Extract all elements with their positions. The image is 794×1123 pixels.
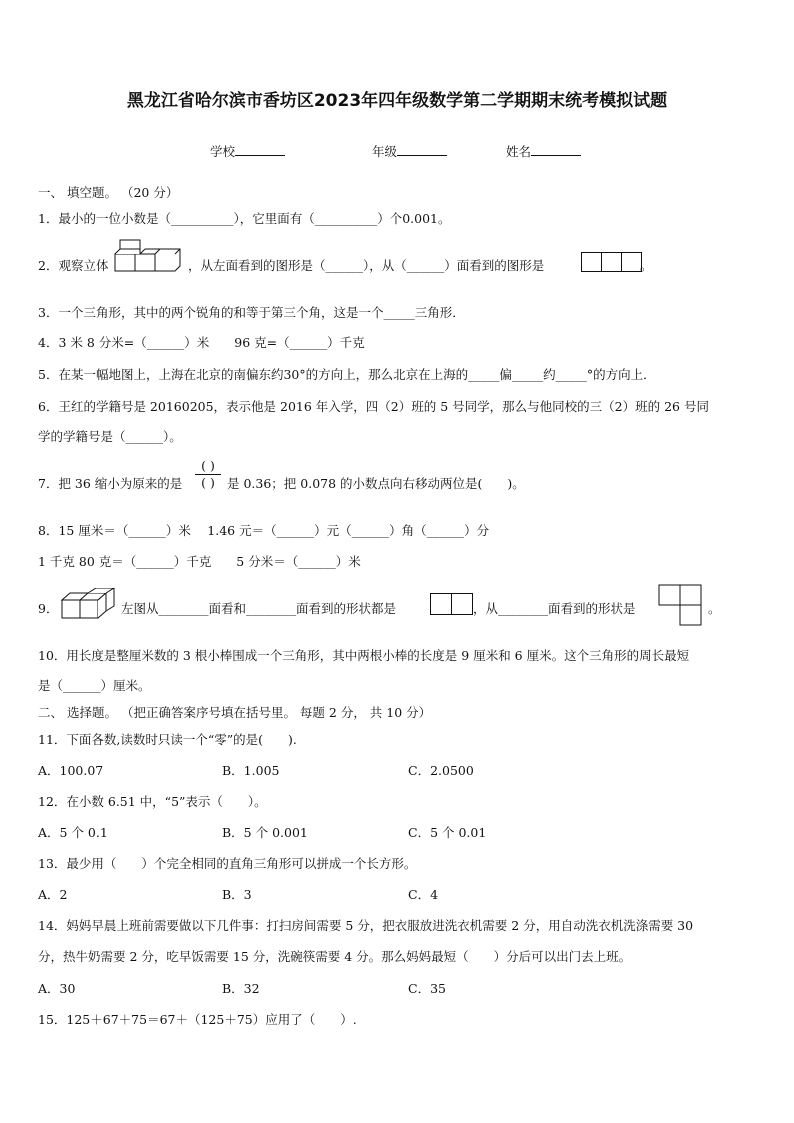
q14-option-c[interactable]: C．35 bbox=[408, 981, 446, 996]
question-10-line1: 10．用长度是整厘米数的 3 根小棒围成一个三角形，其中两根小棒的长度是 9 厘米和 6 厘米。这个三角形的周长最短 bbox=[38, 648, 690, 663]
q12-option-c[interactable]: C．5 个 0.01 bbox=[408, 825, 487, 840]
question-2-text: ，从左面看到的图形是（______），从（______）面看到的图形是 bbox=[188, 258, 545, 273]
two-square-shape-q9 bbox=[430, 593, 473, 615]
q13-option-a[interactable]: A．2 bbox=[38, 887, 68, 902]
three-square-shape-q2 bbox=[581, 252, 642, 272]
question-11: 11．下面各数,读数时只读一个“零”的是( ). bbox=[38, 732, 297, 747]
q14-option-b[interactable]: B．32 bbox=[222, 981, 260, 996]
question-5: 5．在某一幅地图上，上海在北京的南偏东约30°的方向上，那么北京在上海的_____偏_____约_____°的方向上． bbox=[38, 367, 656, 382]
name-label: 姓名 bbox=[506, 144, 532, 159]
question-9-number: 9． bbox=[38, 601, 59, 616]
name-blank[interactable] bbox=[531, 143, 581, 156]
q11-option-a[interactable]: A．100.07 bbox=[38, 763, 104, 778]
question-10-line2: 是（______）厘米。 bbox=[38, 678, 151, 693]
question-8-line1: 8．15 厘米＝（______）米 1.46 元＝（______）元（______）角（______）分 bbox=[38, 523, 490, 538]
name-field bbox=[506, 142, 581, 160]
fraction-q7 bbox=[194, 458, 222, 491]
school-label: 学校 bbox=[210, 144, 236, 159]
section1-heading: 一、 填空题。 （20 分） bbox=[38, 185, 179, 200]
cube-figure-q9 bbox=[60, 588, 120, 624]
q12-option-a[interactable]: A．5 个 0.1 bbox=[38, 825, 108, 840]
q14-option-a[interactable]: A．30 bbox=[38, 981, 76, 996]
school-blank[interactable] bbox=[235, 143, 285, 156]
page-title: 黑龙江省哈尔滨市香坊区2023年四年级数学第二学期期末统考模拟试题 bbox=[126, 91, 668, 111]
grade-field bbox=[372, 142, 447, 160]
question-15: 15．125＋67＋75＝67＋（125＋75）应用了（ ）. bbox=[38, 1012, 357, 1027]
q13-option-c[interactable]: C．4 bbox=[408, 887, 439, 902]
question-13: 13．最少用（ ）个完全相同的直角三角形可以拼成一个长方形。 bbox=[38, 856, 417, 871]
grade-blank[interactable] bbox=[397, 143, 447, 156]
cube-figure-q2 bbox=[114, 238, 184, 272]
fraction-denominator: ( ) bbox=[201, 475, 215, 490]
question-12: 12．在小数 6.51 中，“5”表示（ ）。 bbox=[38, 794, 267, 809]
question-14-line2: 分，热牛奶需要 2 分，吃早饭需要 15 分，洗碗筷需要 4 分。那么妈妈最短（ ）分后可以出门去上班。 bbox=[38, 949, 632, 964]
question-6-line2: 学的学籍号是（______）。 bbox=[38, 429, 182, 444]
question-1: 1．最小的一位小数是（__________），它里面有（__________）个0.001。 bbox=[38, 211, 451, 226]
question-4: 4．3 米 8 分米=（______）米 96 克=（______）千克 bbox=[38, 335, 365, 350]
question-14-line1: 14．妈妈早晨上班前需要做以下几件事：打扫房间需要 5 分，把衣服放进洗衣机需要 2 分，用自动洗衣机洗涤需要 30 bbox=[38, 918, 694, 933]
section2-heading: 二、 选择题。 （把正确答案序号填在括号里。 每题 2 分， 共 10 分） bbox=[38, 705, 432, 720]
fraction-numerator: ( ) bbox=[201, 458, 215, 473]
question-2-prefix: 2．观察立体 bbox=[38, 258, 109, 273]
question-3: 3．一个三角形，其中的两个锐角的和等于第三个角，这是一个_____三角形． bbox=[38, 305, 465, 320]
q13-option-b[interactable]: B．3 bbox=[222, 887, 252, 902]
question-8-line2: 1 千克 80 克＝（______）千克 5 分米＝（______）米 bbox=[38, 554, 361, 569]
question-9-end: 。 bbox=[708, 601, 721, 616]
question-9-text2: ，从________面看到的形状是 bbox=[473, 601, 636, 616]
question-7-text: 是 0.36；把 0.078 的小数点向右移动两位是( )。 bbox=[227, 476, 525, 491]
question-7-prefix: 7．把 36 缩小为原来的是 bbox=[38, 476, 183, 491]
question-6-line1: 6．王红的学籍号是 20160205，表示他是 2016 年入学，四（2）班的 5 号同学，那么与他同校的三（2）班的 26 号同 bbox=[38, 399, 709, 414]
question-2-end: 。 bbox=[640, 258, 653, 273]
q11-option-c[interactable]: C．2.0500 bbox=[408, 763, 474, 778]
q12-option-b[interactable]: B．5 个 0.001 bbox=[222, 825, 308, 840]
grade-label: 年级 bbox=[372, 144, 398, 159]
l-shape-figure-q9 bbox=[656, 584, 706, 626]
question-9-text: 左图从________面看和________面看到的形状都是 bbox=[121, 601, 397, 616]
school-field bbox=[210, 142, 285, 160]
q11-option-b[interactable]: B．1.005 bbox=[222, 763, 280, 778]
